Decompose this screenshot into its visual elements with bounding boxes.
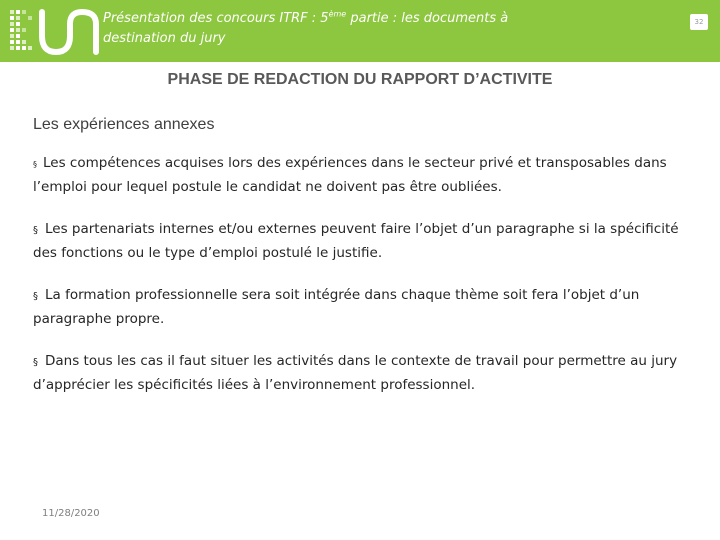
bullet-item <box>33 152 693 198</box>
bullet-mark-icon: § <box>33 291 38 302</box>
university-logo-icon <box>8 4 100 58</box>
phase-title: PHASE DE REDACTION DU RAPPORT D’ACTIVITE <box>167 71 553 88</box>
title-line2: destination du jury <box>103 31 226 46</box>
presentation-title <box>103 9 533 49</box>
bullet-text: La formation professionnelle sera soit intégrée dans chaque thème soit fera l’objet d’un paragraphe propre. <box>33 287 640 327</box>
bullet-list <box>33 152 693 416</box>
header-banner <box>0 0 720 62</box>
bullet-text: Dans tous les cas il faut situer les activités dans le contexte de travail pour permettre au jury d’apprécier les spécificités liées à l’environnement professionnel. <box>33 353 678 393</box>
title-line1-suffix: partie : les documents à <box>346 11 509 26</box>
bullet-mark-icon: § <box>33 357 38 368</box>
bullet-item <box>33 284 693 330</box>
bullet-mark-icon: § <box>33 160 37 169</box>
bullet-item <box>33 218 693 264</box>
bullet-text: Les partenariats internes et/ou externes peuvent faire l’objet d’un paragraphe si la spécificité des fonctions ou le type d’emploi postulé le justifie. <box>33 221 679 261</box>
bullet-mark-icon: § <box>33 225 38 236</box>
section-title: Les expériences annexes <box>33 116 215 133</box>
bullet-item <box>33 350 693 396</box>
title-line1-prefix: Présentation des concours ITRF : 5 <box>103 11 329 26</box>
slide-number: 32 <box>690 14 708 30</box>
slide-date: 11/28/2020 <box>42 508 100 519</box>
bullet-text: Les compétences acquises lors des expériences dans le secteur privé et transposables dans l’emploi pour lequel postule le candidat ne doivent pas être oubliées. <box>33 155 667 195</box>
title-superscript: ème <box>328 9 347 19</box>
